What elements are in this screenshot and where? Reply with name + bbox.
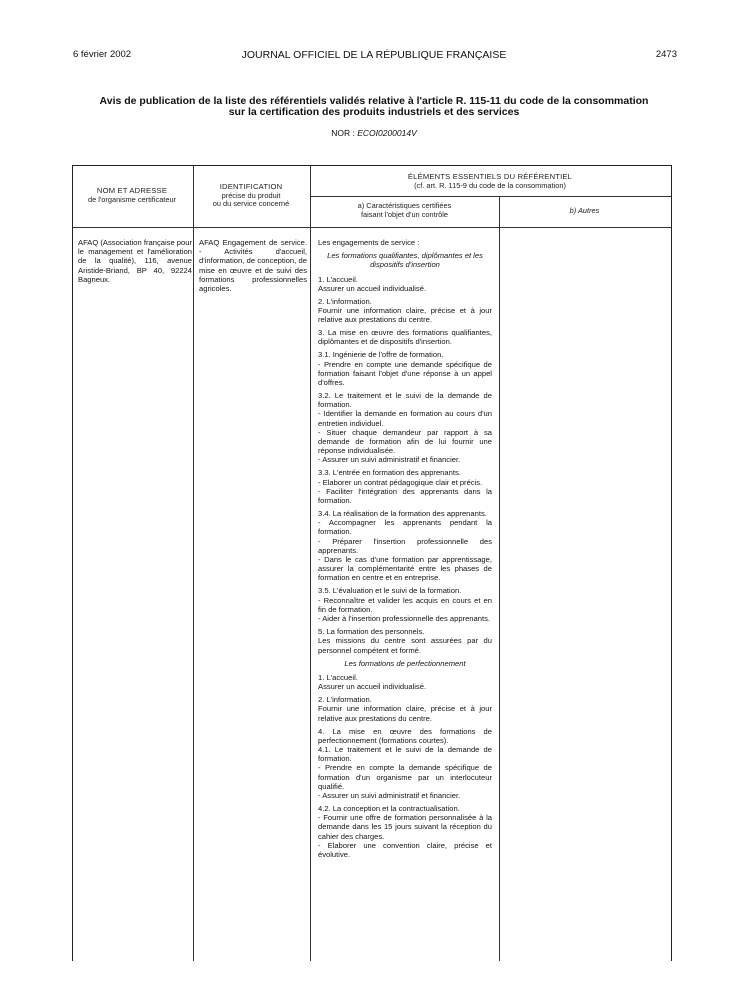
elements-item: 1. L'accueil. Assurer un accueil individualisé. (318, 672, 427, 692)
header-sub-b (499, 207, 670, 216)
header-identification-line3: ou du service concerné (212, 199, 290, 209)
elements-item: 1. L'accueil. Assurer un accueil individualisé. (318, 274, 427, 293)
nor-label: NOR : (331, 128, 355, 138)
elements-section-heading: Les formations de perfectionnement (344, 658, 466, 668)
header-bottom-rule (73, 227, 671, 228)
column-divider (193, 166, 194, 961)
header-sub-a (311, 202, 498, 219)
nor-reference (0, 128, 748, 138)
header-organisme-line2: de l'organisme certificateur (87, 194, 177, 204)
elements-item: 2. L'information. Fournir une information claire, précise et à jour relative aux prestations du centre. (318, 695, 492, 723)
elements-item: 3.4. La réalisation de la formation des apprenants. - Accompagner les apprenants pendant la formation. - Préparer l'insertion professionnelle des apprenants. - Dans le cas d'une formation par apprentissage, assurer la complémentarité entre les phases de formation en centre et en entreprise. (318, 509, 492, 583)
header-journal-title: JOURNAL OFFICIEL DE LA RÉPUBLIQUE FRANÇAISE (241, 49, 507, 61)
header-sub-a-line2: faisant l'objet d'un contrôle (360, 209, 449, 219)
elements-item: 3.5. L'évaluation et le suivi de la formation. - Reconnaître et valider les acquis en cours et en fin de formation. - Aider à l'insertion professionnelle des apprenants. (318, 586, 492, 624)
elements-item: 2. L'information. Fournir une information claire, précise et à jour relative aux prestations du centre. (318, 296, 492, 325)
column-divider (310, 166, 311, 961)
cell-elements (318, 238, 492, 859)
header-sub-b-label: b) Autres (569, 206, 600, 215)
elements-item: 4. La mise en œuvre des formations de perfectionnement (formations courtes). 4.1. Le traitement et le suivi de la demande de formation. - Prendre en compte la demande spécifique de formation d'un organisme par un interlocuteur qualifié. - Assurer un suivi administratif et financier. (318, 726, 492, 800)
nor-code: ECOI0200014V (357, 128, 417, 138)
elements-item: 3.2. Le traitement et le suivi de la demande de formation. - Identifier la demande en formation au cours d'un entretien individuel. - Situer chaque demandeur par rapport à sa demande de formation afin de lui fournir une réponse individualisée. - Assurer un suivi administratif et financier. (318, 391, 492, 465)
elements-item: 4.2. La conception et la contractualisation. - Fournir une offre de formation personnalisée à la demande dans les 15 jours suivant la réception du cahier des charges. - Elaborer une convention claire, précise et évolutive. (318, 803, 492, 859)
header-sub-a-line1: a) Caractéristiques certifiées (357, 201, 452, 210)
notice-title-line2: sur la certification des produits industriels et des services (228, 106, 520, 118)
header-identification-line2: précise du produit (221, 190, 281, 200)
header-identification (194, 183, 308, 209)
elements-intro: Les engagements de service : (318, 238, 420, 247)
header-date: 6 février 2002 (73, 49, 132, 60)
header-divider (310, 196, 671, 197)
elements-item: 3. La mise en œuvre des formations qualifiantes, diplômantes et de dispositifs d'insertion. (318, 328, 492, 347)
cell-organisme: AFAQ (Association française pour le management et l'amélioration de la qualité), 116, avenue Aristide-Briand, BP 40, 92224 Bagneux. (78, 238, 192, 284)
cell-identification: AFAQ Engagement de service. - Activités d'accueil, d'information, de conception, de mise en œuvre et de suivi des formations professionnelles agricoles. (199, 238, 307, 294)
header-organisme-line1: NOM ET ADRESSE (96, 186, 168, 195)
elements-item: 3.3. L'entrée en formation des apprenants. - Elaborer un contrat pédagogique clair et précis. - Faciliter l'intégration des apprenants dans la formation. (318, 468, 492, 506)
header-elements (311, 173, 669, 190)
notice-title (60, 96, 688, 118)
elements-item: 5. La formation des personnels. Les missions du centre sont assurées par du personnel compétent et formé. (318, 627, 492, 655)
header-identification-line1: IDENTIFICATION (219, 182, 283, 191)
notice-title-line1: Avis de publication de la liste des référentiels validés relative à l'article R. 115-11 du code de la consommation (99, 95, 649, 107)
header-organisme (73, 187, 191, 204)
column-divider (499, 196, 500, 961)
header-elements-line1: ÉLÉMENTS ESSENTIELS DU RÉFÉRENTIEL (407, 172, 573, 181)
header-page-number: 2473 (655, 49, 677, 60)
header-elements-line2: (cf. art. R. 115-9 du code de la consommation) (414, 180, 566, 190)
elements-section-heading: Les formations qualifiantes, diplômantes et les dispositifs d'insertion (327, 251, 483, 270)
elements-item: 3.1. Ingénierie de l'offre de formation. - Prendre en compte une demande spécifique de formation faisant l'objet d'une réponse à un appel d'offres. (318, 350, 492, 388)
